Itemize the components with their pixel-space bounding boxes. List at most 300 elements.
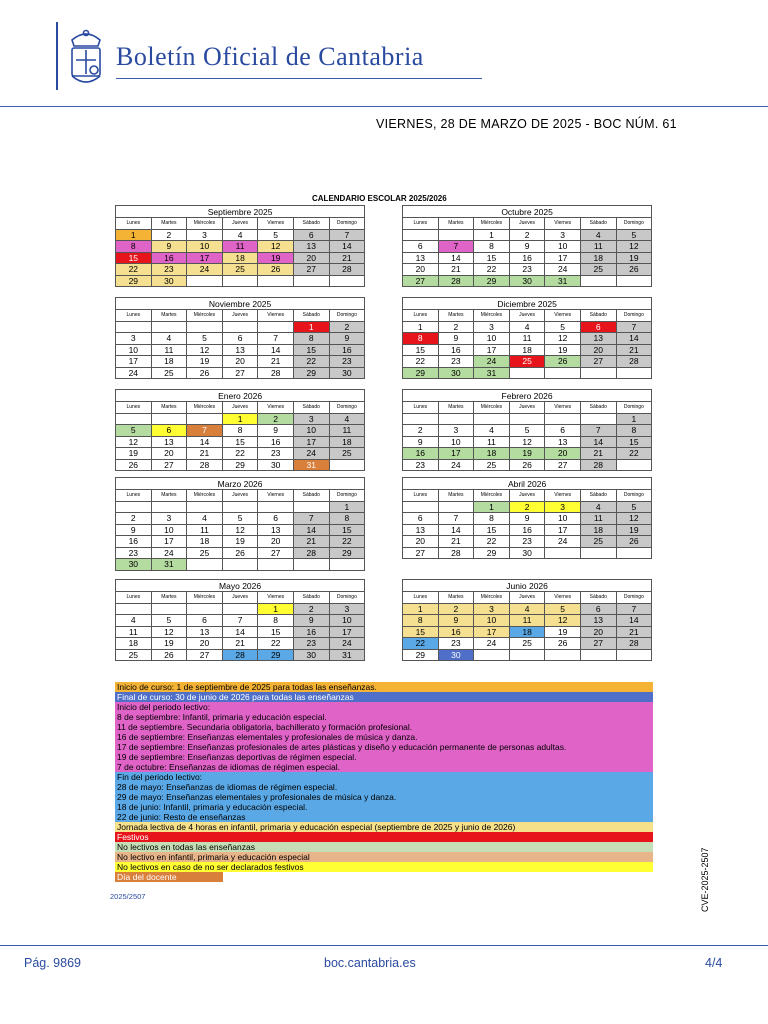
day-cell: 20 [545, 448, 581, 460]
footer-divider [0, 945, 768, 946]
day-cell: 16 [293, 626, 329, 638]
day-cell: 15 [116, 252, 152, 264]
day-cell: 1 [116, 229, 152, 241]
day-header: Jueves [509, 402, 545, 414]
day-cell: 26 [151, 649, 187, 661]
header-divider [0, 106, 768, 107]
day-cell: 27 [151, 459, 187, 471]
day-cell: 20 [151, 448, 187, 460]
day-header: Sábado [293, 402, 329, 414]
day-cell: 9 [438, 333, 474, 345]
empty-cell [222, 501, 258, 513]
day-cell: 28 [258, 367, 294, 379]
empty-cell [616, 367, 652, 379]
day-cell: 18 [151, 356, 187, 368]
day-cell: 12 [616, 241, 652, 253]
day-cell: 12 [222, 524, 258, 536]
day-cell: 4 [151, 333, 187, 345]
day-header: Miércoles [187, 218, 223, 230]
day-cell: 3 [438, 425, 474, 437]
footer-site-link[interactable]: boc.cantabria.es [324, 956, 416, 970]
day-cell: 19 [222, 536, 258, 548]
day-cell: 19 [151, 638, 187, 650]
day-cell: 23 [151, 264, 187, 276]
day-cell: 2 [258, 413, 294, 425]
month-name: Septiembre 2025 [116, 206, 365, 218]
title-underline [116, 78, 482, 79]
day-header: Martes [151, 310, 187, 322]
day-cell: 9 [403, 436, 439, 448]
empty-cell [329, 559, 365, 571]
day-header: Sábado [580, 402, 616, 414]
day-cell: 24 [187, 264, 223, 276]
day-cell: 5 [545, 603, 581, 615]
empty-cell [222, 321, 258, 333]
day-cell: 18 [509, 344, 545, 356]
day-cell: 4 [580, 501, 616, 513]
day-cell: 27 [580, 638, 616, 650]
day-cell: 4 [329, 413, 365, 425]
day-cell: 9 [116, 524, 152, 536]
empty-cell [474, 649, 510, 661]
day-cell: 13 [222, 344, 258, 356]
day-cell: 11 [329, 425, 365, 437]
day-header: Sábado [580, 592, 616, 604]
day-cell: 24 [329, 638, 365, 650]
day-cell: 24 [151, 547, 187, 559]
day-cell: 8 [474, 241, 510, 253]
day-header: Viernes [258, 218, 294, 230]
day-header: Sábado [293, 592, 329, 604]
day-cell: 22 [403, 356, 439, 368]
day-header: Viernes [258, 402, 294, 414]
day-header: Sábado [580, 310, 616, 322]
day-cell: 11 [187, 524, 223, 536]
empty-cell [151, 501, 187, 513]
day-cell: 8 [329, 513, 365, 525]
day-header: Martes [151, 218, 187, 230]
day-cell: 7 [329, 229, 365, 241]
day-cell: 24 [545, 536, 581, 548]
day-cell: 17 [474, 344, 510, 356]
day-header: Jueves [222, 310, 258, 322]
day-header: Miércoles [474, 402, 510, 414]
day-cell: 15 [258, 626, 294, 638]
day-header: Viernes [258, 310, 294, 322]
day-cell: 23 [329, 356, 365, 368]
header-vertical-rule [56, 22, 58, 90]
day-cell: 5 [258, 229, 294, 241]
empty-cell [222, 559, 258, 571]
day-cell: 9 [329, 333, 365, 345]
month-name: Junio 2026 [403, 580, 652, 592]
day-cell: 22 [293, 356, 329, 368]
day-cell: 27 [187, 649, 223, 661]
day-cell: 2 [509, 501, 545, 513]
day-cell: 5 [616, 501, 652, 513]
day-cell: 28 [580, 459, 616, 471]
empty-cell [151, 603, 187, 615]
legend-item: 7 de octubre: Enseñanzas de idiomas de régimen especial. [115, 762, 653, 772]
day-cell: 27 [293, 264, 329, 276]
day-cell: 18 [580, 252, 616, 264]
day-cell: 17 [438, 448, 474, 460]
day-cell: 23 [438, 638, 474, 650]
day-cell: 10 [151, 524, 187, 536]
legend-item: 18 de junio: Infantil, primaria y educación especial. [115, 802, 653, 812]
day-cell: 25 [580, 264, 616, 276]
page-title: Boletín Oficial de Cantabria [116, 42, 424, 71]
day-cell: 31 [545, 275, 581, 287]
day-cell: 8 [222, 425, 258, 437]
day-cell: 24 [293, 448, 329, 460]
day-header: Miércoles [474, 310, 510, 322]
month-name: Abril 2026 [403, 478, 652, 490]
day-header: Jueves [222, 592, 258, 604]
day-cell: 1 [474, 229, 510, 241]
day-cell: 24 [474, 638, 510, 650]
day-header: Domingo [616, 310, 652, 322]
empty-cell [116, 501, 152, 513]
day-header: Lunes [116, 310, 152, 322]
day-cell: 31 [329, 649, 365, 661]
day-cell: 4 [222, 229, 258, 241]
day-cell: 21 [616, 344, 652, 356]
day-cell: 1 [222, 413, 258, 425]
empty-cell [187, 413, 223, 425]
day-cell: 20 [187, 638, 223, 650]
day-cell: 2 [329, 321, 365, 333]
day-cell: 7 [187, 425, 223, 437]
day-cell: 11 [222, 241, 258, 253]
day-cell: 2 [116, 513, 152, 525]
day-cell: 19 [116, 448, 152, 460]
day-cell: 27 [403, 547, 439, 559]
legend-item: 17 de septiembre: Enseñanzas profesionales de artes plásticas y diseño y educación permanente de personas adultas. [115, 742, 653, 752]
day-cell: 17 [545, 252, 581, 264]
day-cell: 19 [616, 252, 652, 264]
day-cell: 19 [545, 344, 581, 356]
day-cell: 27 [258, 547, 294, 559]
day-header: Jueves [509, 490, 545, 502]
day-header: Martes [438, 592, 474, 604]
day-header: Viernes [545, 490, 581, 502]
empty-cell [616, 459, 652, 471]
day-cell: 1 [329, 501, 365, 513]
day-header: Lunes [116, 592, 152, 604]
month-name: Marzo 2026 [116, 478, 365, 490]
day-cell: 25 [509, 638, 545, 650]
day-cell: 30 [151, 275, 187, 287]
day-cell: 28 [293, 547, 329, 559]
month-4 [402, 297, 652, 379]
day-cell: 2 [438, 603, 474, 615]
day-cell: 25 [222, 264, 258, 276]
day-header: Domingo [616, 490, 652, 502]
day-cell: 7 [222, 615, 258, 627]
day-header: Miércoles [187, 490, 223, 502]
day-header: Lunes [403, 402, 439, 414]
day-cell: 24 [545, 264, 581, 276]
day-header: Miércoles [187, 402, 223, 414]
day-cell: 30 [329, 367, 365, 379]
empty-cell [474, 413, 510, 425]
day-cell: 7 [616, 603, 652, 615]
empty-cell [580, 367, 616, 379]
empty-cell [258, 321, 294, 333]
day-cell: 9 [151, 241, 187, 253]
day-cell: 14 [438, 524, 474, 536]
legend-item: Final de curso: 30 de junio de 2026 para todas las enseñanzas [115, 692, 653, 702]
day-header: Jueves [509, 218, 545, 230]
day-cell: 19 [187, 356, 223, 368]
day-cell: 10 [187, 241, 223, 253]
day-cell: 9 [293, 615, 329, 627]
day-header: Jueves [222, 218, 258, 230]
empty-cell [545, 413, 581, 425]
day-header: Sábado [293, 310, 329, 322]
day-cell: 1 [258, 603, 294, 615]
empty-cell [116, 321, 152, 333]
day-cell: 8 [116, 241, 152, 253]
dateline: VIERNES, 28 DE MARZO DE 2025 - BOC NÚM. 61 [376, 117, 677, 131]
legend-item: 28 de mayo: Enseñanzas de idiomas de régimen especial. [115, 782, 653, 792]
empty-cell [580, 275, 616, 287]
day-cell: 6 [580, 603, 616, 615]
day-header: Lunes [403, 218, 439, 230]
day-header: Jueves [509, 592, 545, 604]
day-cell: 15 [474, 524, 510, 536]
footer-page-count: 4/4 [705, 956, 723, 970]
day-cell: 18 [580, 524, 616, 536]
day-cell: 5 [545, 321, 581, 333]
day-cell: 22 [329, 536, 365, 548]
day-cell: 21 [187, 448, 223, 460]
month-name: Octubre 2025 [403, 206, 652, 218]
day-cell: 3 [116, 333, 152, 345]
day-cell: 8 [258, 615, 294, 627]
empty-cell [545, 367, 581, 379]
day-cell: 14 [222, 626, 258, 638]
legend-item: Jornada lectiva de 4 horas en infantil, primaria y educación especial (septiembre de 2025 y junio de 2026) [115, 822, 653, 832]
day-cell: 21 [616, 626, 652, 638]
day-cell: 27 [222, 367, 258, 379]
day-cell: 3 [293, 413, 329, 425]
month-name: Noviembre 2025 [116, 298, 365, 310]
legend-item: Inicio de curso: 1 de septiembre de 2025 para todas las enseñanzas. [115, 682, 653, 692]
day-cell: 31 [151, 559, 187, 571]
day-cell: 1 [293, 321, 329, 333]
day-header: Viernes [258, 490, 294, 502]
empty-cell [509, 649, 545, 661]
day-cell: 11 [509, 333, 545, 345]
legend-item: 8 de septiembre: Infantil, primaria y educación especial. [115, 712, 653, 722]
day-cell: 30 [509, 275, 545, 287]
legend-item: Inicio del periodo lectivo: [115, 702, 653, 712]
day-cell: 20 [293, 252, 329, 264]
day-cell: 18 [474, 448, 510, 460]
day-cell: 11 [151, 344, 187, 356]
day-cell: 6 [222, 333, 258, 345]
day-cell: 15 [403, 344, 439, 356]
day-cell: 15 [403, 626, 439, 638]
day-header: Martes [151, 490, 187, 502]
day-cell: 26 [616, 264, 652, 276]
day-cell: 16 [151, 252, 187, 264]
day-cell: 29 [222, 459, 258, 471]
day-cell: 29 [293, 367, 329, 379]
legend-item: 29 de mayo: Enseñanzas elementales y profesionales de música y danza. [115, 792, 653, 802]
day-cell: 19 [258, 252, 294, 264]
day-cell: 13 [187, 626, 223, 638]
day-cell: 28 [438, 275, 474, 287]
day-cell: 30 [293, 649, 329, 661]
day-cell: 16 [329, 344, 365, 356]
empty-cell [438, 229, 474, 241]
day-cell: 26 [258, 264, 294, 276]
day-header: Miércoles [474, 592, 510, 604]
day-cell: 17 [187, 252, 223, 264]
legend-item: No lectivos en caso de no ser declarados festivos [115, 862, 653, 872]
day-cell: 29 [474, 275, 510, 287]
day-cell: 13 [580, 615, 616, 627]
day-cell: 7 [580, 425, 616, 437]
day-cell: 18 [116, 638, 152, 650]
day-cell: 11 [474, 436, 510, 448]
day-cell: 19 [509, 448, 545, 460]
day-cell: 12 [545, 615, 581, 627]
day-header: Martes [438, 310, 474, 322]
legend-item: Festivos [115, 832, 653, 842]
empty-cell [187, 321, 223, 333]
day-header: Domingo [329, 592, 365, 604]
empty-cell [329, 459, 365, 471]
empty-cell [116, 603, 152, 615]
day-header: Martes [438, 402, 474, 414]
day-cell: 6 [403, 513, 439, 525]
empty-cell [258, 559, 294, 571]
day-cell: 15 [616, 436, 652, 448]
day-cell: 23 [258, 448, 294, 460]
day-header: Jueves [509, 310, 545, 322]
day-cell: 14 [329, 241, 365, 253]
day-cell: 18 [222, 252, 258, 264]
day-cell: 1 [403, 603, 439, 615]
empty-cell [187, 275, 223, 287]
month-1 [115, 205, 365, 287]
day-cell: 20 [580, 344, 616, 356]
day-cell: 12 [616, 513, 652, 525]
day-cell: 10 [329, 615, 365, 627]
day-cell: 6 [403, 241, 439, 253]
day-header: Sábado [293, 218, 329, 230]
day-cell: 3 [474, 321, 510, 333]
day-cell: 25 [580, 536, 616, 548]
day-header: Sábado [580, 490, 616, 502]
day-cell: 6 [293, 229, 329, 241]
day-cell: 9 [258, 425, 294, 437]
day-cell: 30 [509, 547, 545, 559]
day-cell: 7 [438, 513, 474, 525]
day-cell: 17 [151, 536, 187, 548]
day-cell: 12 [116, 436, 152, 448]
month-6 [402, 389, 652, 471]
day-cell: 28 [222, 649, 258, 661]
day-cell: 6 [258, 513, 294, 525]
day-cell: 21 [580, 448, 616, 460]
day-cell: 18 [329, 436, 365, 448]
day-cell: 10 [116, 344, 152, 356]
day-cell: 27 [403, 275, 439, 287]
empty-cell [258, 501, 294, 513]
day-cell: 14 [616, 333, 652, 345]
day-cell: 23 [509, 264, 545, 276]
day-cell: 2 [438, 321, 474, 333]
empty-cell [509, 413, 545, 425]
day-cell: 23 [403, 459, 439, 471]
day-cell: 17 [474, 626, 510, 638]
day-cell: 26 [616, 536, 652, 548]
day-cell: 3 [545, 229, 581, 241]
day-header: Lunes [403, 310, 439, 322]
day-header: Viernes [545, 592, 581, 604]
day-cell: 31 [293, 459, 329, 471]
day-cell: 11 [580, 241, 616, 253]
empty-cell [187, 501, 223, 513]
day-header: Miércoles [187, 310, 223, 322]
day-header: Lunes [116, 490, 152, 502]
empty-cell [293, 559, 329, 571]
day-header: Miércoles [474, 490, 510, 502]
day-cell: 29 [403, 367, 439, 379]
empty-cell [151, 413, 187, 425]
empty-cell [580, 649, 616, 661]
day-cell: 1 [474, 501, 510, 513]
day-cell: 30 [116, 559, 152, 571]
day-header: Martes [151, 592, 187, 604]
day-cell: 16 [438, 344, 474, 356]
day-cell: 2 [403, 425, 439, 437]
day-cell: 21 [222, 638, 258, 650]
day-cell: 27 [580, 356, 616, 368]
empty-cell [580, 413, 616, 425]
day-cell: 12 [509, 436, 545, 448]
empty-cell [403, 413, 439, 425]
month-name: Febrero 2026 [403, 390, 652, 402]
day-cell: 1 [403, 321, 439, 333]
legend-item: No lectivos en todas las enseñanzas [115, 842, 653, 852]
day-cell: 13 [580, 333, 616, 345]
empty-cell [545, 649, 581, 661]
day-cell: 14 [616, 615, 652, 627]
day-cell: 7 [258, 333, 294, 345]
day-cell: 12 [187, 344, 223, 356]
day-cell: 28 [616, 638, 652, 650]
day-cell: 5 [116, 425, 152, 437]
day-cell: 23 [438, 356, 474, 368]
day-cell: 22 [116, 264, 152, 276]
day-cell: 5 [187, 333, 223, 345]
day-cell: 26 [545, 356, 581, 368]
day-cell: 4 [580, 229, 616, 241]
day-header: Domingo [329, 218, 365, 230]
month-8 [402, 477, 652, 559]
day-cell: 7 [438, 241, 474, 253]
day-header: Lunes [403, 592, 439, 604]
day-cell: 15 [293, 344, 329, 356]
day-cell: 15 [329, 524, 365, 536]
month-7 [115, 477, 365, 571]
